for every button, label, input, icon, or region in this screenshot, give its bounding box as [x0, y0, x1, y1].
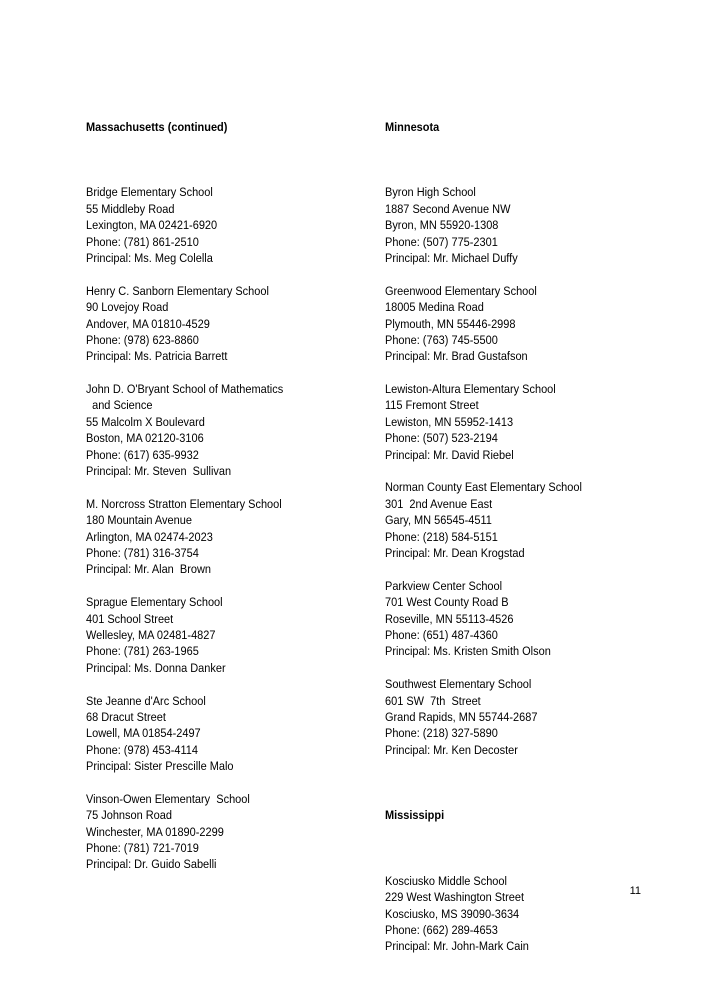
school-principal: Principal: Mr. John-Mark Cain [385, 939, 529, 954]
school-name: Ste Jeanne d'Arc School [86, 693, 206, 708]
school-city-state-zip: Arlington, MA 02474-2023 [86, 529, 213, 544]
school-entry [86, 184, 283, 266]
school-entry [86, 791, 283, 873]
school-phone: Phone: (781) 263-1965 [86, 644, 199, 659]
school-name: Byron High School [385, 185, 476, 200]
school-name: Vinson-Owen Elementary School [86, 791, 250, 806]
school-entry [385, 184, 582, 266]
school-principal: Principal: Mr. Ken Decoster [385, 742, 518, 757]
school-entry [385, 381, 582, 463]
school-phone: Phone: (978) 453-4114 [86, 742, 199, 757]
school-address: 90 Lovejoy Road [86, 300, 169, 315]
school-entry [385, 873, 582, 955]
school-principal: Principal: Mr. Dean Krogstad [385, 546, 525, 560]
school-name: Kosciusko Middle School [385, 873, 507, 888]
school-name: M. Norcross Stratton Elementary School [86, 496, 282, 511]
school-name: Sprague Elementary School [86, 595, 223, 610]
school-principal: Principal: Dr. Guido Sabelli [86, 857, 217, 872]
right-school-list [385, 184, 582, 758]
school-entry [385, 283, 582, 365]
page-number: 11 [629, 885, 641, 897]
school-entry [86, 496, 283, 578]
school-phone: Phone: (781) 721-7019 [86, 841, 199, 856]
school-address: 1887 Second Avenue NW [385, 201, 511, 216]
school-principal: Principal: Ms. Patricia Barrett [86, 349, 228, 364]
school-city-state-zip: Lewiston, MN 55952-1413 [385, 414, 514, 429]
school-entry [86, 693, 283, 775]
school-city-state-zip: Wellesley, MA 02481-4827 [86, 627, 216, 642]
school-entry [86, 381, 283, 479]
school-phone: Phone: (507) 775-2301 [385, 234, 498, 249]
school-principal: Principal: Mr. Steven Sullivan [86, 464, 232, 479]
school-phone: Phone: (662) 289-4653 [385, 923, 498, 938]
school-entry [86, 594, 283, 676]
school-phone: Phone: (763) 745-5500 [385, 332, 498, 347]
school-entry [385, 578, 582, 660]
state-heading-mississippi: Mississippi [385, 808, 445, 823]
school-entry [86, 283, 283, 365]
school-phone: Phone: (218) 584-5151 [385, 529, 498, 544]
school-city-state-zip: Gary, MN 56545-4511 [385, 513, 492, 528]
school-city-state-zip: Grand Rapids, MN 55744-2687 [385, 709, 538, 724]
school-city-state-zip: Winchester, MA 01890-2299 [86, 824, 224, 839]
school-name: Southwest Elementary School [385, 677, 532, 692]
school-address: 55 Middleby Road [86, 201, 175, 216]
school-principal: Principal: Mr. Michael Duffy [385, 250, 518, 265]
school-name: Lewiston-Altura Elementary School [385, 382, 556, 397]
school-phone: Phone: (781) 861-2510 [86, 234, 199, 249]
school-city-state-zip: Lexington, MA 02421-6920 [86, 218, 218, 233]
school-city-state-zip: Byron, MN 55920-1308 [385, 218, 499, 233]
school-phone: Phone: (978) 623-8860 [86, 332, 199, 347]
left-school-list [86, 184, 283, 872]
state-heading-minnesota: Minnesota [385, 119, 440, 134]
school-phone: Phone: (507) 523-2194 [385, 431, 498, 446]
school-phone: Phone: (781) 316-3754 [86, 546, 199, 560]
school-name: Bridge Elementary School [86, 185, 213, 200]
school-address: 301 2nd Avenue East [385, 496, 493, 511]
school-principal: Principal: Ms. Donna Danker [86, 660, 226, 675]
school-principal: Principal: Mr. Brad Gustafson [385, 349, 528, 364]
school-principal: Principal: Ms. Meg Colella [86, 250, 213, 265]
school-entry [385, 676, 582, 758]
school-principal: Principal: Sister Prescille Malo [86, 759, 234, 774]
right-column [385, 86, 582, 1004]
school-city-state-zip: Lowell, MA 01854-2497 [86, 726, 201, 741]
school-address: 55 Malcolm X Boulevard [86, 414, 205, 429]
school-city-state-zip: Plymouth, MN 55446-2998 [385, 316, 516, 331]
school-name: Greenwood Elementary School [385, 283, 537, 298]
school-city-state-zip: Boston, MA 02120-3106 [86, 431, 204, 446]
school-name: Parkview Center School [385, 578, 503, 593]
left-column [86, 86, 283, 922]
school-address: 68 Dracut Street [86, 709, 166, 724]
school-name: Norman County East Elementary School [385, 480, 582, 495]
school-address: 180 Mountain Avenue [86, 513, 192, 528]
school-address: 401 School Street [86, 611, 174, 626]
school-address: 601 SW 7th Street [385, 693, 481, 708]
school-address: 75 Johnson Road [86, 808, 172, 823]
school-name: John D. O'Bryant School of Mathematics [86, 382, 284, 397]
school-address: 115 Fremont Street [385, 398, 479, 413]
school-city-state-zip: Roseville, MN 55113-4526 [385, 611, 514, 626]
school-principal: Principal: Mr. David Riebel [385, 447, 514, 462]
school-phone: Phone: (651) 487-4360 [385, 627, 498, 642]
school-address: 18005 Medina Road [385, 300, 484, 315]
school-city-state-zip: Andover, MA 01810-4529 [86, 316, 210, 331]
right-school-list-2 [385, 873, 582, 955]
school-entry [385, 479, 582, 561]
school-address: 701 West County Road B [385, 595, 509, 610]
school-phone: Phone: (617) 635-9932 [86, 447, 199, 462]
school-city-state-zip: Kosciusko, MS 39090-3634 [385, 906, 520, 921]
school-phone: Phone: (218) 327-5890 [385, 726, 498, 741]
school-principal: Principal: Ms. Kristen Smith Olson [385, 644, 551, 659]
school-address: 229 West Washington Street [385, 890, 525, 905]
school-name: Henry C. Sanborn Elementary School [86, 283, 269, 298]
state-heading-massachusetts: Massachusetts (continued) [86, 119, 228, 134]
school-principal: Principal: Mr. Alan Brown [86, 562, 211, 577]
school-name-continued: and Science [86, 398, 153, 413]
